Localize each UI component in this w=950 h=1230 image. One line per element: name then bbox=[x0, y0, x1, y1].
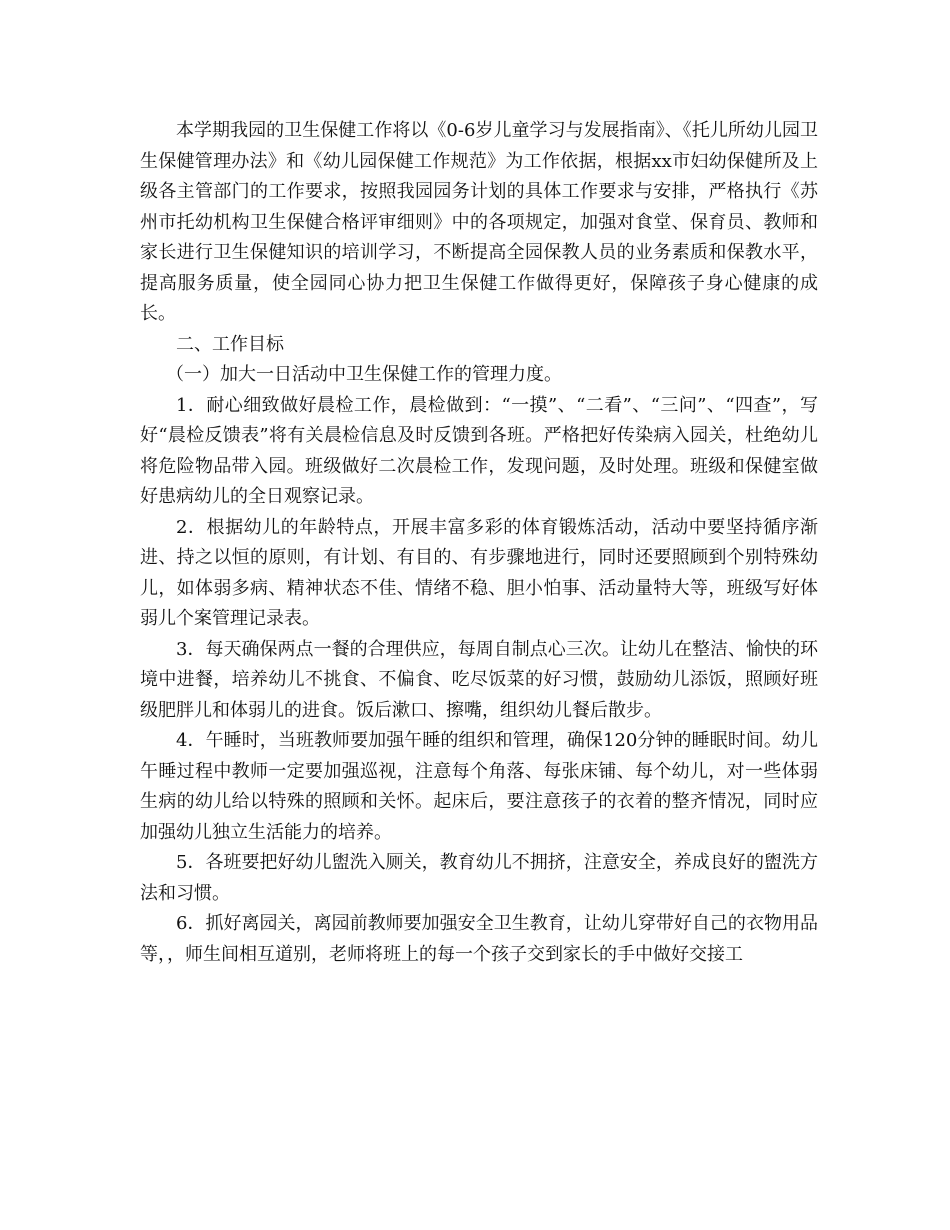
intro-paragraph: 本学期我园的卫生保健工作将以《0-6岁儿童学习与发展指南》、《托儿所幼儿园卫生保健管理办法》和《幼儿园保健工作规范》为工作依据，根据xx市妇幼保健所及上级各主管部门的工作要求，按照我园园务计划的具体工作要求与安排，严格执行《苏州市托幼机构卫生保健合格评审细则》中的各项规定，加强对食堂、保育员、教师和家长进行卫生保健知识的培训学习，不断提高全园保教人员的业务素质和保教水平，提高服务质量，使全园同心协力把卫生保健工作做得更好，保障孩子身心健康的成长。 bbox=[140, 120, 818, 324]
document-body bbox=[140, 116, 818, 970]
item-paragraph-5: 5．各班要把好幼儿盥洗入厕关，教育幼儿不拥挤，注意安全，养成良好的盥洗方法和习惯。 bbox=[140, 852, 818, 904]
item-paragraph-4: 4．午睡时，当班教师要加强午睡的组织和管理，确保120分钟的睡眠时间。幼儿午睡过程中教师一定要加强巡视，注意每个角落、每张床铺、每个幼儿，对一些体弱生病的幼儿给以特殊的照顾和关怀。起床后，要注意孩子的衣着的整齐情况，同时应加强幼儿独立生活能力的培养。 bbox=[140, 730, 818, 843]
section-heading-goals: 二、工作目标 bbox=[176, 333, 284, 355]
subsection-heading-daily-activities: （一）加大一日活动中卫生保健工作的管理力度。 bbox=[166, 364, 562, 385]
item-paragraph-3: 3．每天确保两点一餐的合理供应，每周自制点心三次。让幼儿在整洁、愉快的环境中进餐，培养幼儿不挑食、不偏食、吃尽饭菜的好习惯，鼓励幼儿添饭，照顾好班级肥胖儿和体弱儿的进食。饭后漱口、擦嘴，组织幼儿餐后散步。 bbox=[140, 638, 818, 721]
item-paragraph-6: 6．抓好离园关，离园前教师要加强安全卫生教育，让幼儿穿带好自己的衣物用品等，，师生间相互道别，老师将班上的每一个孩子交到家长的手中做好交接工 bbox=[140, 913, 818, 965]
item-paragraph-2: 2．根据幼儿的年龄特点，开展丰富多彩的体育锻炼活动，活动中要坚持循序渐进、持之以恒的原则，有计划、有目的、有步骤地进行，同时还要照顾到个别特殊幼儿，如体弱多病、精神状态不佳、情绪不稳、胆小怕事、活动量特大等，班级写好体弱儿个案管理记录表。 bbox=[140, 516, 818, 629]
item-paragraph-1: 1．耐心细致做好晨检工作，晨检做到：“一摸”、“二看”、“三问”、“四查”，写好“晨检反馈表”将有关晨检信息及时反馈到各班。严格把好传染病入园关，杜绝幼儿将危险物品带入园。班级做好二次晨检工作，发现问题，及时处理。班级和保健室做好患病幼儿的全日观察记录。 bbox=[140, 394, 818, 507]
